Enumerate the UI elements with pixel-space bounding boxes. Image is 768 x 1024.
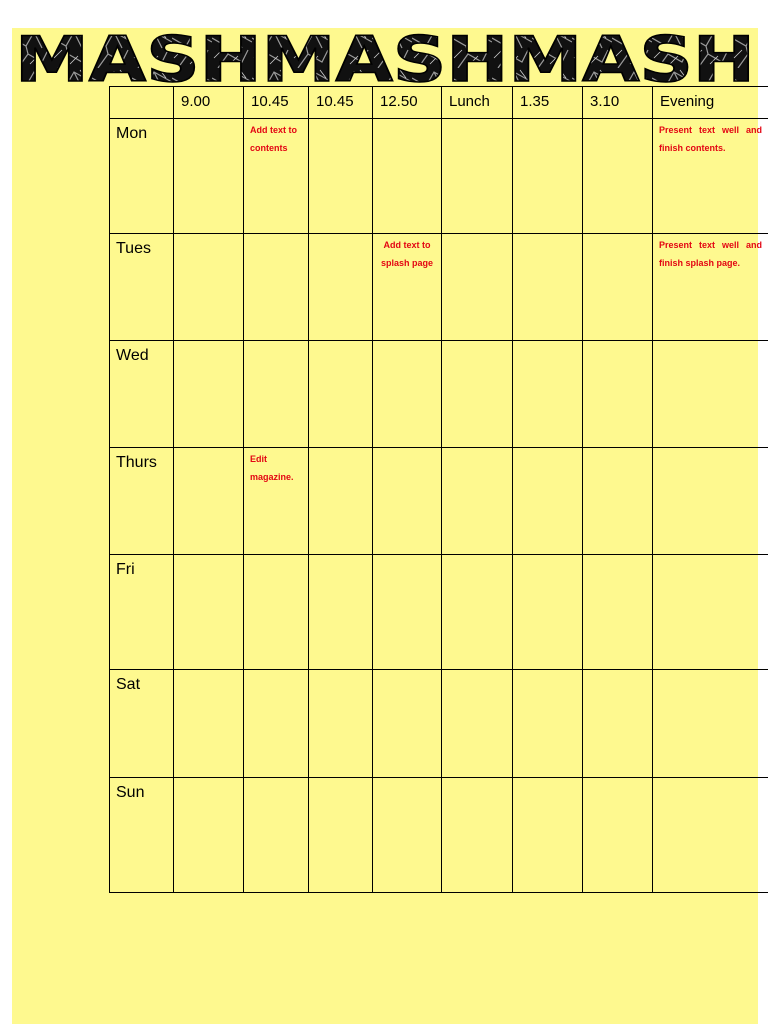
schedule-cell bbox=[244, 448, 309, 555]
task-note: Add text to contents bbox=[250, 125, 297, 153]
schedule-cell bbox=[513, 341, 583, 448]
schedule-cell bbox=[583, 448, 653, 555]
schedule-cell bbox=[174, 448, 244, 555]
time-header: Evening bbox=[653, 87, 768, 119]
schedule-cell bbox=[244, 778, 309, 893]
schedule-cell bbox=[442, 341, 513, 448]
schedule-cell bbox=[373, 448, 442, 555]
timetable bbox=[109, 86, 768, 893]
schedule-cell bbox=[174, 778, 244, 893]
schedule-cell bbox=[244, 555, 309, 670]
schedule-cell bbox=[244, 670, 309, 778]
schedule-cell bbox=[174, 670, 244, 778]
table-row-sun bbox=[110, 778, 768, 893]
day-label: Wed bbox=[110, 341, 174, 448]
task-note: Present text well and finish contents. bbox=[659, 125, 762, 153]
table-row-tues bbox=[110, 234, 768, 341]
day-label: Mon bbox=[110, 119, 174, 234]
schedule-cell bbox=[174, 234, 244, 341]
schedule-cell bbox=[244, 234, 309, 341]
day-label: Sat bbox=[110, 670, 174, 778]
table-row-thurs bbox=[110, 448, 768, 555]
task-note: Add text to splash page bbox=[380, 240, 434, 268]
schedule-cell bbox=[442, 234, 513, 341]
table-row-fri bbox=[110, 555, 768, 670]
schedule-cell bbox=[513, 448, 583, 555]
schedule-cell bbox=[174, 555, 244, 670]
schedule-cell bbox=[442, 448, 513, 555]
task-note: Edit magazine. bbox=[250, 454, 294, 482]
schedule-cell bbox=[309, 778, 373, 893]
day-label: Tues bbox=[110, 234, 174, 341]
schedule-cell bbox=[373, 778, 442, 893]
schedule-cell bbox=[442, 778, 513, 893]
schedule-cell bbox=[583, 234, 653, 341]
schedule-cell bbox=[309, 670, 373, 778]
schedule-cell bbox=[583, 555, 653, 670]
table-row-sat bbox=[110, 670, 768, 778]
time-header: 9.00 bbox=[174, 87, 244, 119]
schedule-cell bbox=[373, 234, 442, 341]
header-row bbox=[110, 87, 768, 119]
schedule-cell bbox=[653, 670, 768, 778]
schedule-cell bbox=[583, 341, 653, 448]
schedule-cell bbox=[174, 341, 244, 448]
schedule-cell bbox=[442, 119, 513, 234]
schedule-cell bbox=[653, 778, 768, 893]
mash-banner bbox=[12, 28, 758, 86]
schedule-cell bbox=[442, 555, 513, 670]
schedule-cell bbox=[309, 448, 373, 555]
schedule-cell bbox=[513, 778, 583, 893]
schedule-cell bbox=[309, 341, 373, 448]
schedule-cell bbox=[309, 234, 373, 341]
schedule-cell bbox=[653, 341, 768, 448]
schedule-cell bbox=[513, 119, 583, 234]
time-header: 3.10 bbox=[583, 87, 653, 119]
table-row-mon bbox=[110, 119, 768, 234]
schedule-cell bbox=[653, 119, 768, 234]
header-corner bbox=[110, 87, 174, 119]
schedule-cell bbox=[653, 448, 768, 555]
time-header: Lunch bbox=[442, 87, 513, 119]
schedule-cell bbox=[373, 119, 442, 234]
schedule-cell bbox=[583, 119, 653, 234]
schedule-cell bbox=[373, 555, 442, 670]
day-label: Thurs bbox=[110, 448, 174, 555]
schedule-cell bbox=[583, 778, 653, 893]
schedule-cell bbox=[244, 341, 309, 448]
schedule-cell bbox=[513, 234, 583, 341]
time-header: 10.45 bbox=[244, 87, 309, 119]
time-header: 1.35 bbox=[513, 87, 583, 119]
schedule-cell bbox=[513, 670, 583, 778]
schedule-cell bbox=[513, 555, 583, 670]
schedule-cell bbox=[653, 234, 768, 341]
time-header: 12.50 bbox=[373, 87, 442, 119]
time-header: 10.45 bbox=[309, 87, 373, 119]
schedule-cell bbox=[373, 670, 442, 778]
day-label: Fri bbox=[110, 555, 174, 670]
schedule-cell bbox=[244, 119, 309, 234]
schedule-cell bbox=[309, 555, 373, 670]
schedule-cell bbox=[174, 119, 244, 234]
task-note: Present text well and finish splash page. bbox=[659, 240, 762, 268]
schedule-cell bbox=[442, 670, 513, 778]
banner-graphic bbox=[12, 28, 758, 86]
day-label: Sun bbox=[110, 778, 174, 893]
schedule-cell bbox=[373, 341, 442, 448]
schedule-cell bbox=[583, 670, 653, 778]
banner-text: MASHMASHMASH bbox=[15, 28, 755, 86]
table-row-wed bbox=[110, 341, 768, 448]
schedule-cell bbox=[653, 555, 768, 670]
schedule-cell bbox=[309, 119, 373, 234]
